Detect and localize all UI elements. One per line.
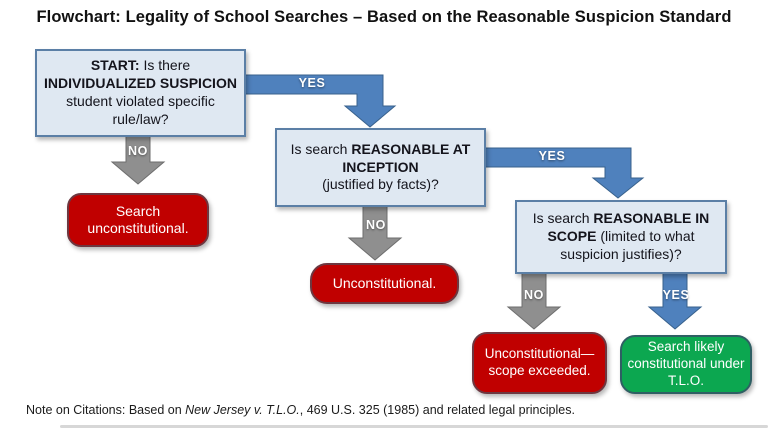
decision-text-line: Is search REASONABLE IN <box>532 210 710 227</box>
decision-text-line: (justified by facts)? <box>322 176 439 193</box>
citation-note <box>26 403 575 417</box>
edge-label-no-2: NO <box>366 218 386 232</box>
outcome-label: Search likely constitutional under T.L.O. <box>627 339 745 388</box>
edge-label-no-3: NO <box>524 288 544 302</box>
decision-text-line: student violated specific <box>66 93 215 109</box>
arrow-no-start-to-unconstitutional <box>112 133 164 184</box>
outcome-search-unconstitutional <box>67 193 209 247</box>
citation-note-prefix: Note on Citations: Based on <box>26 403 186 417</box>
decision-text-line: SCOPE (limited to what <box>547 228 695 245</box>
edge-label-yes-1: YES <box>298 76 326 90</box>
outcome-label-line: scope exceeded. <box>488 363 591 378</box>
decision-reasonable-in-scope <box>515 200 727 274</box>
edge-label-yes-2: YES <box>538 149 566 163</box>
outcome-unconstitutional <box>310 263 459 304</box>
outcome-label-line: Unconstitutional— <box>484 346 595 362</box>
decision-text-line: suspicion justifies)? <box>560 245 682 262</box>
decision-text-line: START: Is there <box>90 57 191 74</box>
decision-text-line: INCEPTION <box>342 158 419 175</box>
edge-label-no-1: NO <box>128 144 148 158</box>
page-title: Flowchart: Legality of School Searches – Based on the Reasonable Suspicion Standard <box>36 8 732 26</box>
outcome-label: Unconstitutional. <box>332 274 437 291</box>
citation-case-name: New Jersey v. T.L.O. <box>185 403 300 417</box>
decision-text-line: rule/law? <box>112 110 169 127</box>
bottom-gray-bar <box>60 425 768 428</box>
outcome-unconstitutional-scope-exceeded <box>472 332 607 394</box>
decision-start-individualized-suspicion <box>35 49 246 137</box>
decision-text-line: Is search REASONABLE AT <box>290 140 471 157</box>
outcome-constitutional-under-tlo <box>620 335 752 394</box>
outcome-label: Search unconstitutional. <box>87 202 189 236</box>
citation-note-suffix: , 469 U.S. 325 (1985) and related legal principles. <box>299 403 575 417</box>
decision-text-line: INDIVIDUALIZED SUSPICION <box>44 75 237 92</box>
edge-label-yes-3: YES <box>662 288 690 302</box>
decision-reasonable-at-inception <box>275 128 486 207</box>
